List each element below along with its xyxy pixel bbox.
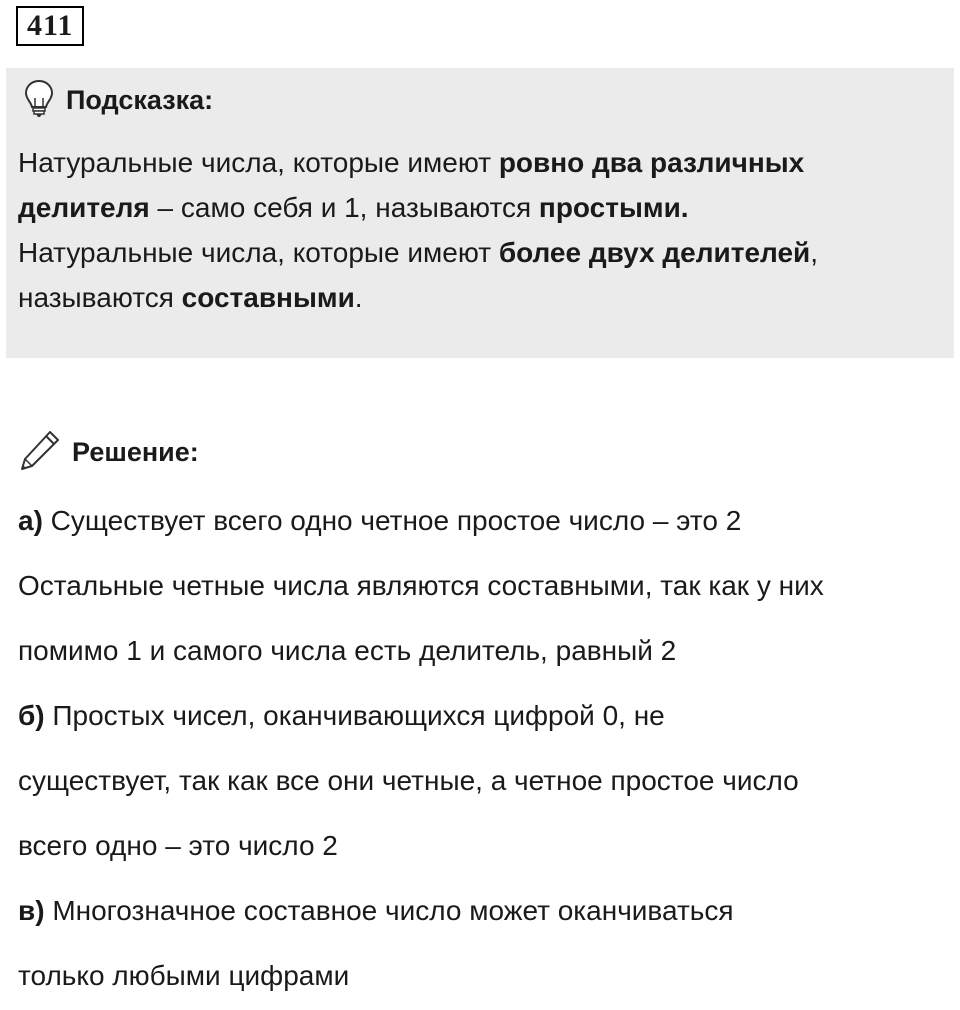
hint-text [18, 140, 938, 320]
hint-p1-b: ровно два различных делителя [18, 147, 805, 223]
solution-line [18, 685, 953, 750]
part-a-label: а) [18, 505, 43, 536]
part-b-text-3: всего одно – это число 2 [18, 830, 338, 861]
hint-header [22, 78, 213, 123]
part-c-text-2: только любыми цифрами [18, 960, 350, 991]
hint-p1-d: простыми. [538, 192, 689, 223]
solution-text [18, 490, 953, 1010]
solution-line [18, 750, 953, 815]
solution-line [18, 490, 953, 555]
solution-line [18, 815, 953, 880]
part-c-text-1: Многозначное составное число может оканчиваться [44, 895, 734, 926]
hint-p2-b: более двух делителей [498, 237, 811, 268]
hint-p3-a: называются [18, 282, 182, 313]
hint-title: Подсказка: [66, 85, 214, 115]
pencil-icon [18, 428, 62, 477]
solution-header [18, 428, 199, 477]
hint-p3-c: . [354, 282, 363, 313]
part-a-text-3: помимо 1 и самого числа есть делитель, равный 2 [18, 635, 677, 666]
hint-p1-a: Натуральные числа, которые имеют [18, 147, 499, 178]
part-c-label: в) [18, 895, 45, 926]
hint-box [6, 68, 954, 358]
task-number: 411 [16, 6, 84, 46]
hint-p2-c: , [810, 237, 819, 268]
solution-line [18, 555, 953, 620]
part-b-label: б) [18, 700, 45, 731]
hint-p2-a: Натуральные числа, которые имеют [18, 237, 499, 268]
solution-line [18, 945, 953, 1010]
solution-line [18, 620, 953, 685]
solution-title: Решение: [72, 437, 199, 467]
part-b-text-1: Простых чисел, оканчивающихся цифрой 0, не [44, 700, 665, 731]
part-b-text-2: существует, так как все они четные, а четное простое число [18, 765, 799, 796]
part-a-text-1: Существует всего одно четное простое число – это 2 [42, 505, 742, 536]
solution-line [18, 880, 953, 945]
part-a-text-2: Остальные четные числа являются составными, так как у них [18, 570, 824, 601]
lightbulb-icon [22, 78, 56, 123]
hint-p1-c: – само себя и 1, называются [149, 192, 539, 223]
hint-p3-b: составными [181, 282, 355, 313]
